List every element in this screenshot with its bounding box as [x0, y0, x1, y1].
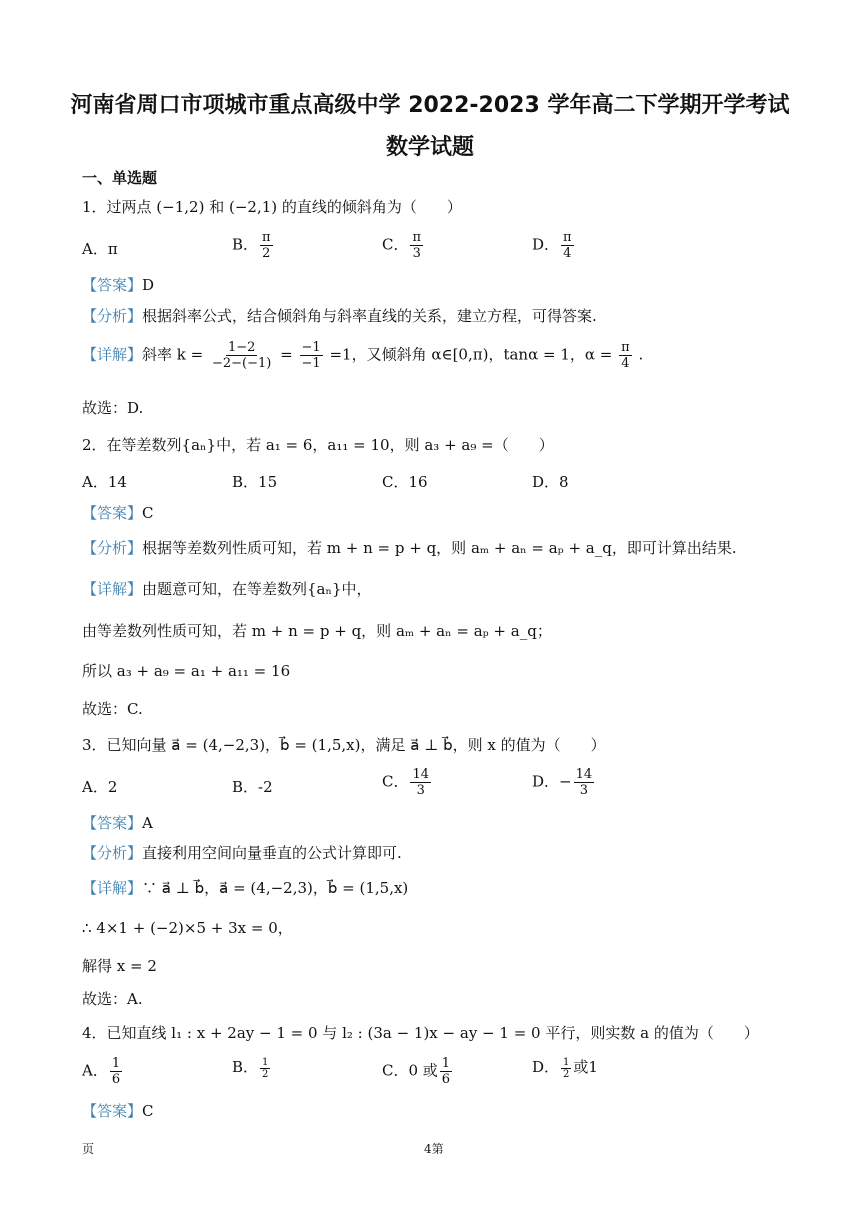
q3-option-a: A．2	[82, 778, 118, 796]
q2-detail-line2: 由等差数列性质可知，若 m + n = p + q，则 aₘ + aₙ = aₚ + a_q；	[82, 622, 552, 640]
q2-stem: 2．在等差数列{aₙ}中，若 a₁ = 6，a₁₁ = 10，则 a₃ + a₉ =（ ）	[82, 436, 554, 454]
q3-detail-line2: ∴ 4×1 + (−2)×5 + 3x = 0，	[82, 919, 293, 937]
q2-detail: 【详解】由题意可知，在等差数列{aₙ}中，	[82, 580, 372, 598]
doc-title-line1: 河南省周口市项城市重点高级中学 2022-2023 学年高二下学期开学考试	[70, 93, 790, 118]
footer-left: 页	[82, 1142, 95, 1156]
q1-analysis: 【分析】根据斜率公式，结合倾斜角与斜率直线的关系，建立方程，可得答案.	[82, 307, 597, 325]
q4-option-c: C．0 或 $\frac{1}{6}$	[382, 1056, 451, 1087]
q1-option-c: C． $\frac{\pi}{3}$	[382, 230, 422, 261]
q3-answer: 【答案】A	[82, 814, 153, 832]
q3-stem: 3．已知向量 a⃗ = (4,−2,3)，b⃗ = (1,5,x)，满足 a⃗ ⊥ b⃗，则 x 的值为（ ）	[82, 736, 606, 754]
q2-analysis: 【分析】根据等差数列性质可知，若 m + n = p + q，则 aₘ + aₙ = aₚ + a_q，即可计算出结果.	[82, 539, 737, 557]
doc-title-line2: 数学试题	[385, 135, 474, 160]
q1-option-a: A．π	[82, 240, 118, 258]
q3-analysis: 【分析】直接利用空间向量垂直的公式计算即可.	[82, 844, 402, 862]
q2-option-b: B．15	[232, 473, 278, 491]
q1-detail: 【详解】斜率 k = $\frac{1-2}{-2-(-1)}$ = $\frac{-1}{-1}$ =1，又倾斜角 α∈[0,π)，tanα = 1，α = $\frac{\pi}{4}$ .	[82, 340, 644, 371]
q2-detail-line3: 所以 a₃ + a₉ = a₁ + a₁₁ = 16	[82, 662, 291, 680]
q4-stem: 4．已知直线 l₁ : x + 2ay − 1 = 0 与 l₂ : (3a − 1)x − ay − 1 = 0 平行，则实数 a 的值为（ ）	[82, 1024, 759, 1042]
q1-stem: 1．过两点 (−1,2) 和 (−2,1) 的直线的倾斜角为（ ）	[82, 198, 462, 216]
q1-answer: 【答案】D	[82, 276, 155, 294]
q4-option-d: D． $\frac{1}{2}$ 或1	[532, 1056, 598, 1080]
q3-detail-line3: 解得 x = 2	[82, 957, 157, 975]
q2-option-c: C．16	[382, 473, 428, 491]
q3-option-b: B．-2	[232, 778, 273, 796]
q4-answer: 【答案】C	[82, 1102, 154, 1120]
q2-choose: 故选：C.	[82, 700, 143, 718]
q2-option-d: D．8	[532, 473, 569, 491]
q3-choose: 故选：A.	[82, 990, 143, 1008]
q1-option-b: B． $\frac{\pi}{2}$	[232, 230, 271, 261]
page-number: 4第	[424, 1142, 444, 1156]
q2-option-a: A．14	[82, 473, 127, 491]
section-heading: 一、单选题	[82, 169, 158, 187]
q4-option-b: B． $\frac{1}{2}$	[232, 1056, 269, 1080]
q3-option-c: C． $\frac{14}{3}$	[382, 767, 430, 798]
q4-option-a: A． $\frac{1}{6}$	[82, 1056, 121, 1087]
q3-option-d: D．− $\frac{14}{3}$	[532, 767, 593, 798]
q2-answer: 【答案】C	[82, 504, 154, 522]
q3-detail: 【详解】∵ a⃗ ⊥ b⃗，a⃗ = (4,−2,3)，b⃗ = (1,5,x)	[82, 879, 409, 897]
q1-choose: 故选：D.	[82, 399, 144, 417]
q1-option-d: D． $\frac{\pi}{4}$	[532, 230, 572, 261]
